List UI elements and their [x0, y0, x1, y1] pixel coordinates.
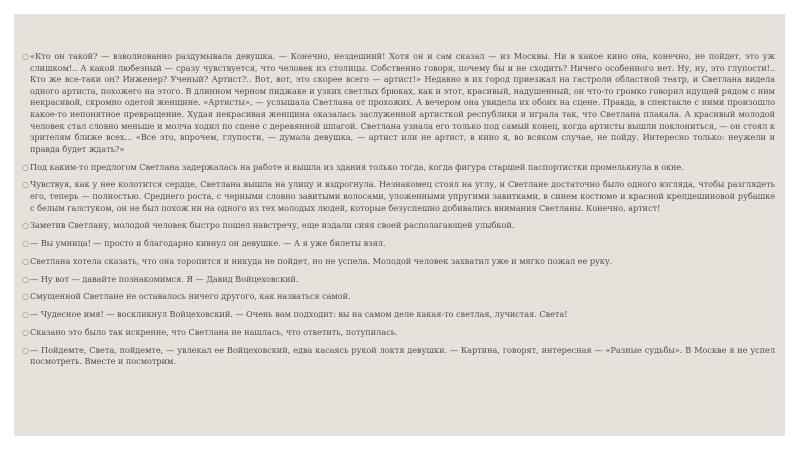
paragraph-text: Сказано это было так искренне, что Светлана не нашлась, что ответить, потупилась.: [30, 326, 398, 337]
paragraph-11: [24, 345, 775, 368]
bullet-icon: ○: [22, 310, 29, 320]
paragraph-5: [24, 238, 775, 250]
paragraph-text: Смущенной Светлане не оставалось ничего другого, как назваться самой.: [30, 291, 351, 302]
bullet-icon: ○: [22, 162, 29, 172]
paragraph-7: [24, 274, 775, 286]
paragraph-text: Светлана хотела сказать, что она торопится и никуда не пойдет, но не успела. Молодой человек захватил уже и мягко пожал ее руку.: [30, 255, 613, 266]
paragraph-text: «Кто он такой? — взволнованно раздумывала девушка. — Конечно, нездешний! Хотя он и сам сказал — из Москвы. Ни в какое кино она, конечно, не пойдет, это уж слишком!.. А какой любезный — сразу чувствуется, что человек из столицы. Собственно говоря, почему бы и не сходить? Ничего особенного нет. Ну, ну, это глупости!.. Кто же все-таки он? Инженер? Ученый? Артист?.. Вот, вот, это скорее всего — артист!» Недавно в их город приезжал на гастроли областной театр, и Светлана видела одного артиста, похожего на этого. В длинном черном пиджаке и узких светлых брюках, как и этот, красивый, надушенный, он что-то громко говорил идущей рядом с ним некрасивой, скромно одетой женщине. «Артисты», — услышала Светлана от прохожих. А вечером она увидела их обоих на сцене. Правда, в спектакле с ними произошло какое-то непонятное превращение. Худая некрасивая женщина оказалась заслуженной артисткой республики и играла так, что Светлана плакала. А красивый молодой человек стал словно меньше и молча ходил по сцене с деревянной шпагой. Светлана узнала его только под самый конец, когда артисты вышли поклониться, — он стоял к зрителям ближе всех... «Все это, впрочем, глупости, — думала девушка, — артист или не артист, в кино я, во всяком случае, не пойду. Интересно только: неужели и правда будет ждать?»: [30, 51, 775, 154]
paragraph-text: — Чудесное имя! — воскликнул Войцеховский. — Очень вам подходит: вы на самом деле какая-то светлая, лучистая. Света!: [30, 309, 568, 320]
paragraph-3: [24, 179, 775, 214]
paragraph-1: [24, 51, 775, 155]
paragraph-6: [24, 256, 775, 268]
bullet-icon: ○: [22, 180, 29, 190]
paragraph-text: — Вы умница! — просто и благодарно кивнул он девушке. — А я уже билеты взял.: [30, 238, 386, 249]
paragraph-4: [24, 220, 775, 232]
text-panel: [14, 14, 785, 436]
paragraph-text: Заметив Светлану, молодой человек быстро пошел навстречу, еще издали сияя своей располагающей улыбкой.: [30, 220, 515, 231]
bullet-icon: ○: [22, 221, 29, 231]
bullet-icon: ○: [22, 274, 29, 284]
bullet-icon: ○: [22, 239, 29, 249]
bullet-icon: ○: [22, 327, 29, 337]
paragraph-text: Чувствуя, как у нее колотится сердце, Светлана вышла на улицу и вздрогнула. Незнакомец стоял на углу, и Светлане достаточно было одного взгляда, чтобы разглядеть его, теперь — полностью. Среднего роста, с черными словно завитыми волосами, уложенными упругими завитками, в синем костюме и красной крепдешиновой рубашке с белым галстуком, он не был похож ни на одного из тех молодых людей, которые безуспешно добивались внимания Светланы. Конечно, артист!: [30, 179, 775, 213]
paragraph-list: [24, 51, 775, 368]
paragraph-2: [24, 162, 775, 174]
paragraph-10: [24, 327, 775, 339]
bullet-icon: ○: [22, 345, 29, 355]
paragraph-text: Под каким-то предлогом Светлана задержалась на работе и вышла из здания только тогда, когда фигура старшей паспортистки промелькнула в окне.: [30, 161, 684, 172]
bullet-icon: ○: [22, 52, 29, 61]
paragraph-text: — Пойдемте, Света, пойдемте, — увлекал ее Войцеховский, едва касаясь рукой локтя девушки. — Картина, говорят, интересная — «Разные судьбы». В Москве я не успел посмотреть. Вместе и посмотрим.: [30, 344, 775, 367]
paragraph-9: [24, 309, 775, 321]
bullet-icon: ○: [22, 292, 29, 302]
bullet-icon: ○: [22, 256, 29, 266]
paragraph-8: [24, 291, 775, 303]
paragraph-text: — Ну вот — давайте познакомимся. Я — Давид Войцеховский.: [30, 273, 299, 284]
